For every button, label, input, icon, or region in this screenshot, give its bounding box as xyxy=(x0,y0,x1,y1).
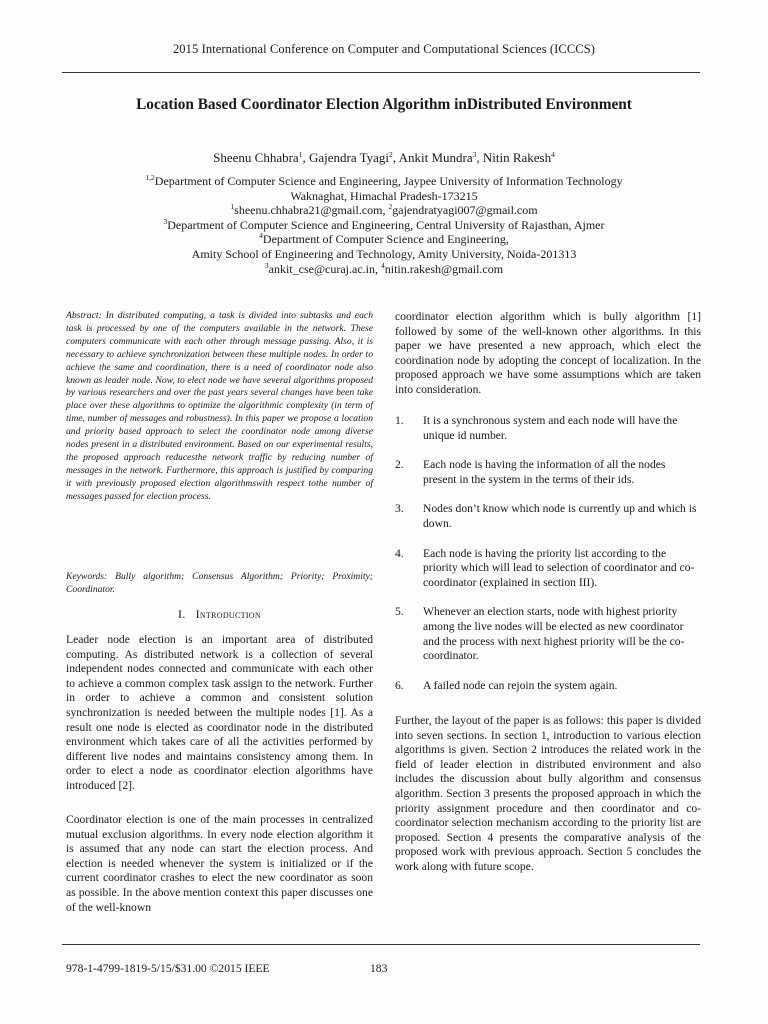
list-item xyxy=(395,605,701,663)
list-number: 5. xyxy=(395,605,404,619)
affiliation-superscript: 4 xyxy=(259,231,263,241)
list-text: Each node is having the information of all the nodes present in the system in the terms of their ids. xyxy=(423,458,666,486)
affiliation-text: Amity School of Engineering and Technology, Amity University, Noida-201313 xyxy=(191,246,577,261)
author-name: Ankit Mundra xyxy=(398,150,473,165)
list-text: Nodes don’t know which node is currently up and which is down. xyxy=(423,502,697,530)
affiliation-line xyxy=(60,203,708,218)
affiliation-text: Waknaghat, Himachal Pradesh-173215 xyxy=(290,188,478,203)
section-title: Introduction xyxy=(195,607,261,621)
author-superscript: 1 xyxy=(298,150,303,159)
affiliation-superscript: 3 xyxy=(163,216,168,226)
affiliations xyxy=(60,174,708,276)
affiliation-line xyxy=(60,189,708,204)
list-number: 6. xyxy=(395,678,404,692)
footer-rule xyxy=(62,944,700,945)
list-item xyxy=(395,547,701,591)
affiliation-superscript: 2 xyxy=(388,202,393,212)
affiliation-text: gajendratyagi007@gmail.com xyxy=(392,203,538,218)
affiliation-text: nitin.rakesh@gmail.com xyxy=(384,261,504,276)
author-name: Nitin Rakesh xyxy=(482,150,552,165)
page-number: 183 xyxy=(370,962,388,975)
list-text: It is a synchronous system and each node will have the unique id number. xyxy=(423,414,678,442)
author-separator: , xyxy=(392,150,399,165)
affiliation-text: Department of Computer Science and Engineering, Jaypee University of Information Technology xyxy=(154,174,623,188)
body-paragraph: coordinator election algorithm which is bully algorithm [1] followed by some of the well-known other algorithms. In this paper we have presented a new approach, which elect the coordination node by adopting the concept of localization. In the proposed approach we have some assumptions which are taken into consideration. xyxy=(395,310,701,396)
list-item xyxy=(395,502,701,531)
affiliation-line xyxy=(60,247,708,262)
list-text: A failed node can rejoin the system again. xyxy=(423,678,618,692)
author-superscript: 2 xyxy=(389,150,393,159)
list-number: 1. xyxy=(395,414,404,427)
affiliation-text: ankit_cse@curaj.ac.in, xyxy=(268,261,381,276)
section-numeral: I. xyxy=(178,607,186,621)
affiliation-line xyxy=(60,218,708,233)
body-paragraph: Further, the layout of the paper is as follows: this paper is divided into seven sections. In section 1, introduction to various election algorithms is given. Section 2 introduces the related work in the field of leader election in distributed environment and also includes the discussion about bully algorithm and consensus algorithm. Section 3 presents the proposed approach in which the priority assignment procedure and then coordinator and co-coordinator selection mechanism according to the priority list are proposed. Section 4 presents the comparative analysis of the proposed work with previous approach. Section 5 concludes the work along with future scope. xyxy=(395,714,701,873)
list-item xyxy=(395,414,701,443)
author-name: Sheenu Chhabra xyxy=(213,150,299,165)
assumptions-list xyxy=(395,414,701,708)
section-heading-introduction xyxy=(66,607,373,622)
affiliation-text: Department of Computer Science and Engineering, xyxy=(262,232,509,247)
paper-title: Location Based Coordinator Election Algorithm inDistributed Environment xyxy=(136,96,632,113)
author-list xyxy=(0,150,768,166)
list-text: Whenever an election starts, node with highest priority among the live nodes will be elected as new coordinator and the process with next highest priority will be the co-coordinator. xyxy=(423,605,685,663)
affiliation-text: sheenu.chhabra21@gmail.com, xyxy=(234,203,389,218)
affiliation-line xyxy=(60,232,708,247)
list-number: 4. xyxy=(395,546,404,560)
affiliation-text: Department of Computer Science and Engineering, Central University of Rajasthan, Ajmer xyxy=(167,217,605,232)
affiliation-superscript: 1,2 xyxy=(145,173,155,182)
affiliation-superscript: 4 xyxy=(380,260,385,270)
author-superscript: 4 xyxy=(551,150,555,159)
footer-copyright: 978-1-4799-1819-5/15/$31.00 ©2015 IEEE xyxy=(66,962,270,975)
list-item xyxy=(395,458,701,487)
body-paragraph: Coordinator election is one of the main processes in centralized mutual exclusion algorithms. In every node election algorithm it is assumed that any node can start the election process. And election is needed whenever the system is initialized or if the current coordinator crashes to elect the new coordinator as soon as possible. In the above mention context this paper discusses one of the well-known xyxy=(66,813,373,914)
affiliation-line xyxy=(60,174,708,189)
list-number: 3. xyxy=(395,502,404,516)
abstract: Abstract: In distributed computing, a task is divided into subtasks and each task is processed by one of the computers available in the network. These computers communicate with each other through message passing. Also, it is necessary to achieve synchronization between these multiple nodes. In order to achieve the same and coordination, there is a need of coordinator node also known as leader node. Now, to elect node we have several algorithms proposed by various researchers and over the past years several changes have been take place over these algorithms to optimize the algorithmic complexity (in term of time, number of messages and robustness). In this paper we propose a location and priority based approach to select the coordinator node among diverse nodes present in a distributed environment. Based on our experimental results, the proposed approach reducesthe network traffic by reducing number of messages in the network. Furthermore, this approach is justified by comparing it with previously proposed election algorithmswith respect tothe number of messages passed for election process. xyxy=(66,310,373,502)
list-number: 2. xyxy=(395,458,404,472)
list-item xyxy=(395,679,701,694)
author-name: Gajendra Tyagi xyxy=(308,150,390,165)
conference-header: 2015 International Conference on Computer and Computational Sciences (ICCCS) xyxy=(172,42,596,56)
author-separator: , xyxy=(302,150,309,165)
author-superscript: 3 xyxy=(472,150,477,159)
keywords: Keywords: Bully algorithm; Consensus Algorithm; Priority; Proximity; Coordinator. xyxy=(66,571,373,595)
list-text: Each node is having the priority list according to the priority which will lead to selection of coordinator and co-coordinator (explained in section III). xyxy=(423,546,695,589)
affiliation-superscript: 1 xyxy=(230,202,235,212)
header-rule xyxy=(62,72,700,73)
affiliation-superscript: 3 xyxy=(264,260,269,270)
body-paragraph: Leader node election is an important area of distributed computing. As distributed network is a collection of several independent nodes connected and communicate with each other to achieve a common complex task assign to the network. Further in order to achieve a common and consistent solution synchronization is needed between the multiple nodes [1]. As a result one node is elected as coordinator node in the distributed environment which takes care of all the activities performed by different live nodes and maintains consistency among them. In order to elect a node as coordinator election algorithms have introduced [2]. xyxy=(66,633,373,792)
affiliation-line xyxy=(60,262,708,277)
author-separator: , xyxy=(476,150,483,165)
